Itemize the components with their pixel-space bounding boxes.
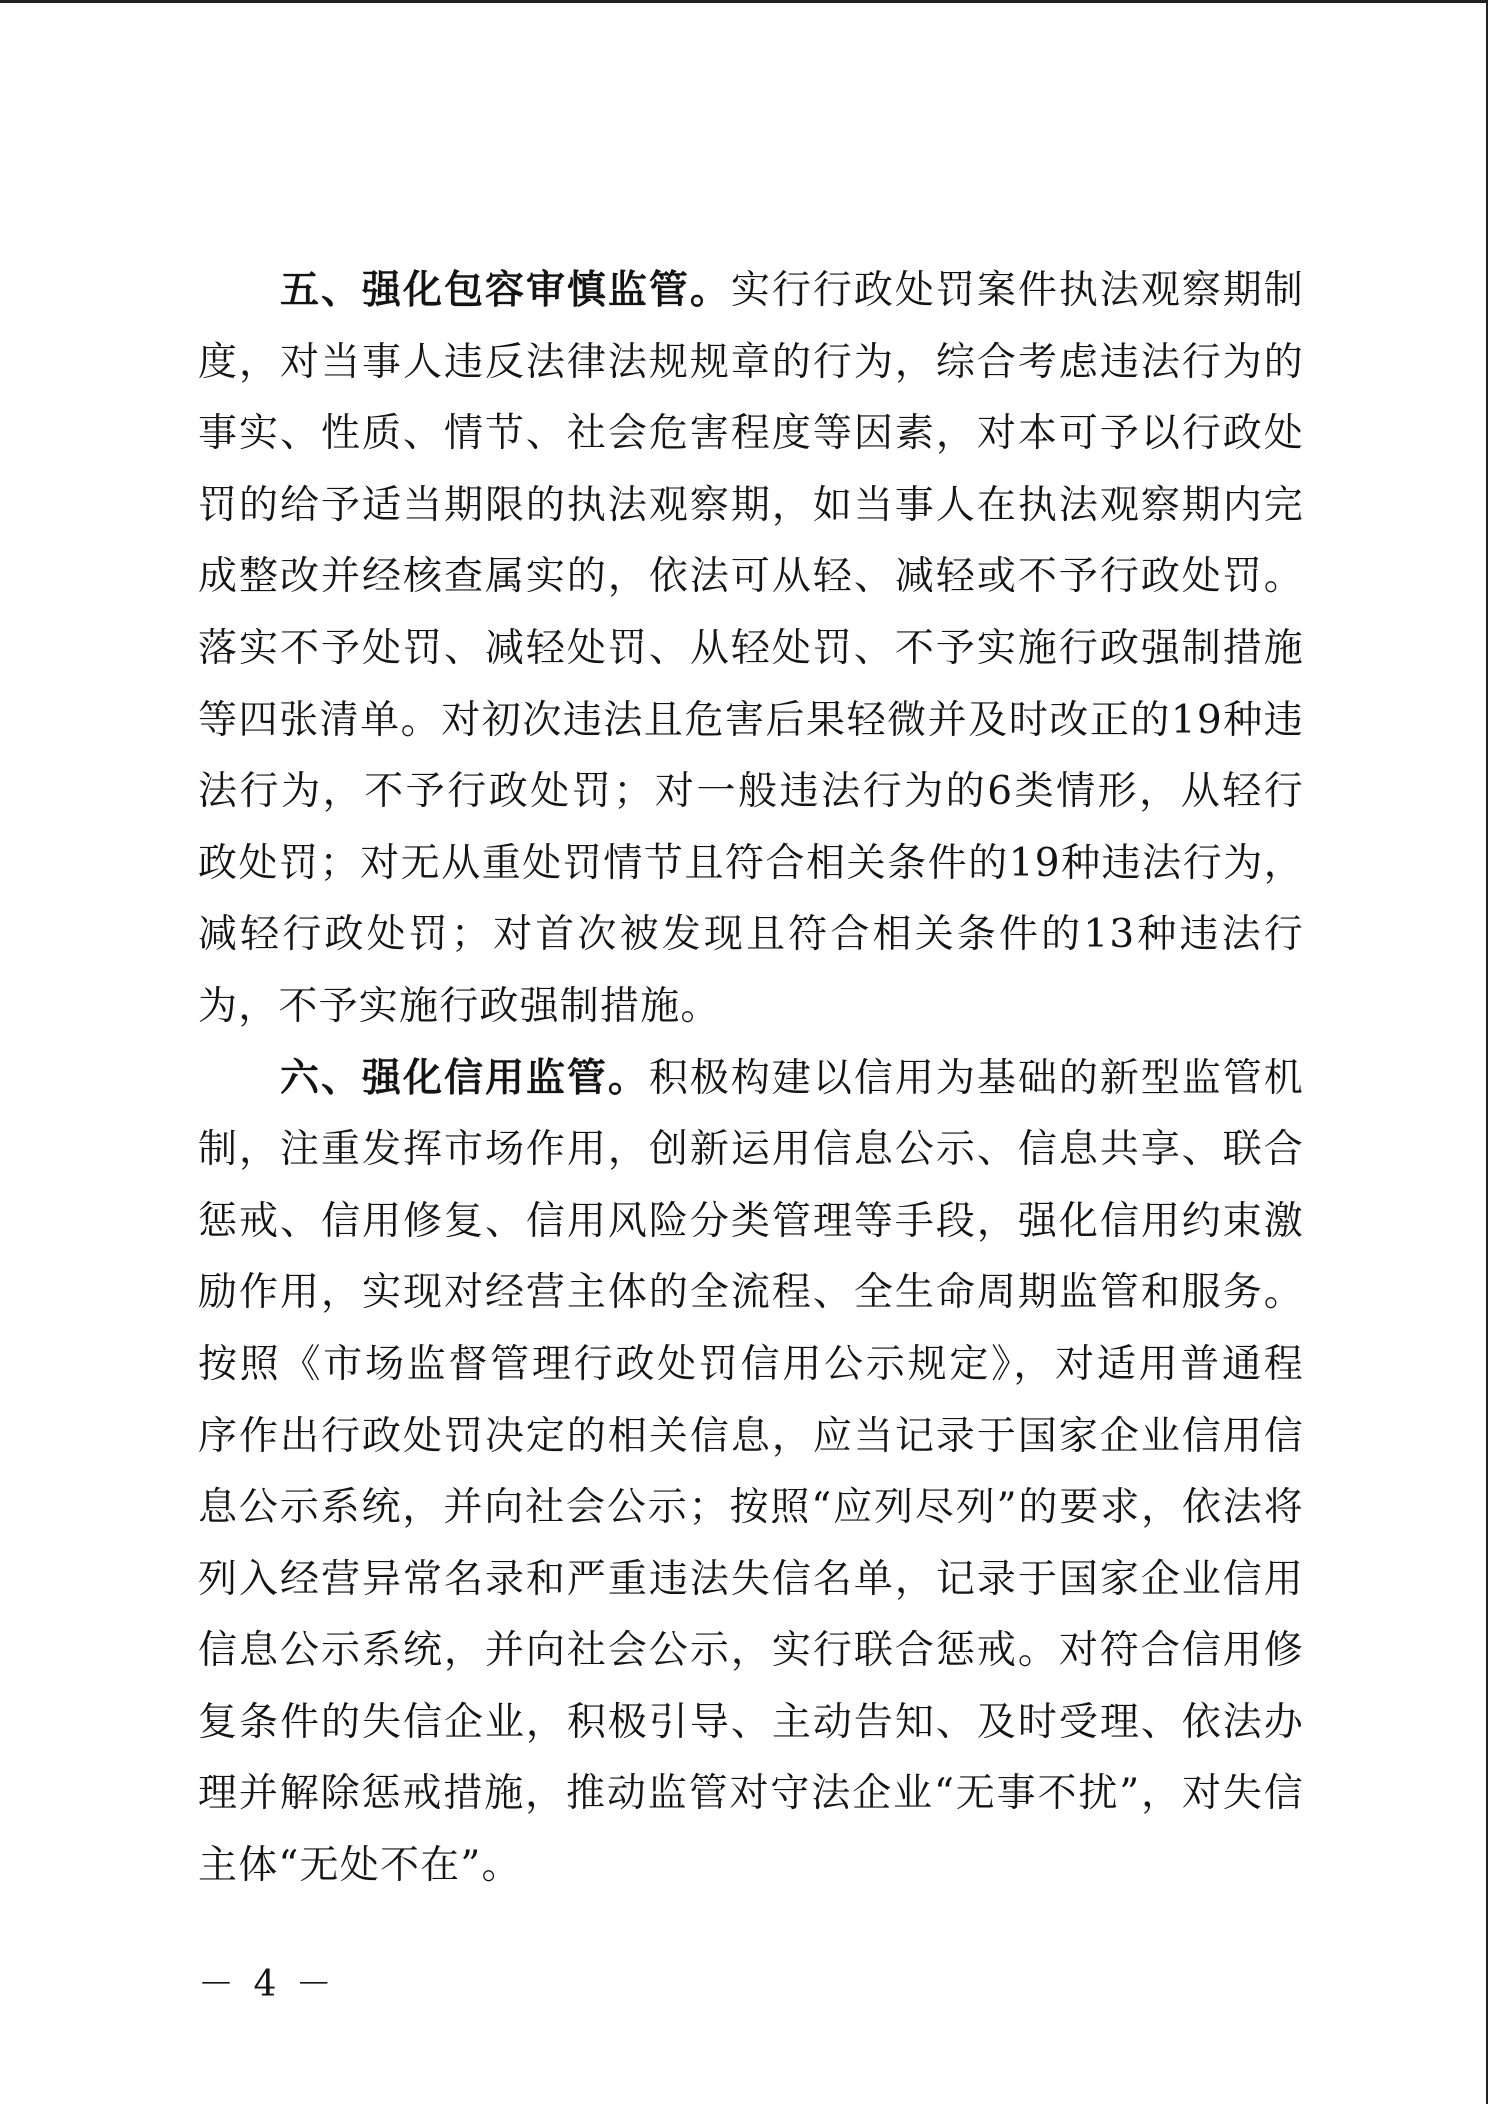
page-number: － 4 － <box>198 1964 336 2005</box>
document-body <box>198 255 1304 1902</box>
paragraph-text: 实行行政处罚案件执法观察期制度，对当事人违反法律法规规章的行为，综合考虑违法行为的事实、性质、情节、社会危害程度等因素，对本可予以行政处罚的给予适当期限的执法观察期，如当事人在执法观察期内完成整改并经核查属实的，依法可从轻、减轻或不予行政处罚。落实不予处罚、减轻处罚、从轻处罚、不予实施行政强制措施等四张清单。对初次违法且危害后果轻微并及时改正的19种违法行为，不予行政处罚；对一般违法行为的6类情形，从轻行政处罚；对无从重处罚情节且符合相关条件的19种违法行为，减轻行政处罚；对首次被发现且符合相关条件的13种违法行为，不予实施行政强制措施。 <box>198 268 1304 1029</box>
section-heading-five: 五、强化包容审慎监管。 <box>280 268 731 313</box>
paragraph-credit-supervision <box>198 1043 1304 1902</box>
paragraph-inclusive-prudent-supervision <box>198 255 1304 1043</box>
paragraph-text: 积极构建以信用为基础的新型监管机制，注重发挥市场作用，创新运用信息公示、信息共享、联合惩戒、信用修复、信用风险分类管理等手段，强化信用约束激励作用，实现对经营主体的全流程、全生命周期监管和服务。按照《市场监督管理行政处罚信用公示规定》，对适用普通程序作出行政处罚决定的相关信息，应当记录于国家企业信用信息公示系统，并向社会公示；按照“应列尽列”的要求，依法将列入经营异常名录和严重违法失信名单，记录于国家企业信用信息公示系统，并向社会公示，实行联合惩戒。对符合信用修复条件的失信企业，积极引导、主动告知、及时受理、依法办理并解除惩戒措施，推动监管对守法企业“无事不扰”，对失信主体“无处不在”。 <box>198 1055 1304 1889</box>
section-heading-six: 六、强化信用监管。 <box>280 1055 649 1101</box>
